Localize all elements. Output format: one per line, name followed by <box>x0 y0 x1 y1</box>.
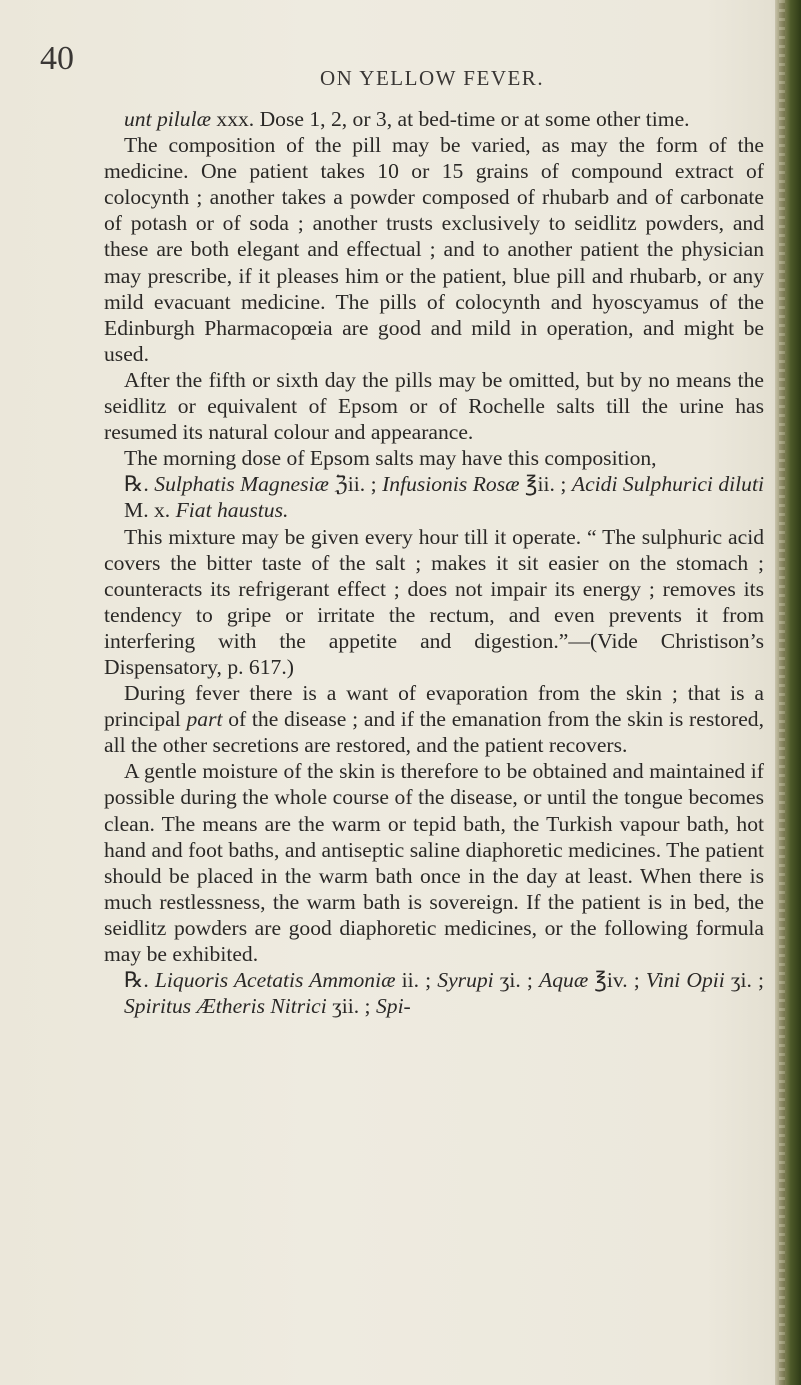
italic-latin: unt pilulæ <box>124 107 211 131</box>
body-text <box>104 106 764 1019</box>
paragraph-continuation: unt pilulæ xxx. Dose 1, 2, or 3, at bed-time or at some other time. <box>124 107 690 131</box>
prescription-ammonia: ℞. Liquoris Acetatis Ammoniæ ii. ; Syrupi ʒi. ; Aquæ ℥iv. ; Vini Opii ʒi. ; Spiritus Ætheris Nitrici ʒii. ; Spi- <box>124 968 764 1019</box>
page-number: 40 <box>40 40 74 77</box>
running-head: ON YELLOW FEVER. <box>320 66 545 90</box>
paragraph-after-fifth-day: After the fifth or sixth day the pills may be omitted, but by no means the seidlitz or equivalent of Epsom or of Rochelle salts till the urine has resumed its natural colour and appearance. <box>104 367 764 445</box>
prescription-epsom: ℞. Sulphatis Magnesiæ ℨii. ; Infusionis Rosæ ℥ii. ; Acidi Sulphurici diluti M. x. Fiat haustus. <box>124 472 764 523</box>
page-edge-binding <box>775 0 801 1385</box>
paragraph-mixture: This mixture may be given every hour till it operate. “ The sulphuric acid covers the bitter taste of the salt ; makes it sit easier on the stomach ; counteracts its refrigerant effect ; does not impair its energy ; removes its tendency to gripe or irritate the rectum, and even prevents it from interfering with the appetite and digestion.”—(Vide Christison’s Dispensatory, p. 617.) <box>104 524 764 679</box>
recipe-symbol: ℞. <box>124 472 149 497</box>
paragraph-moisture: A gentle moisture of the skin is therefore to be obtained and maintained if possible during the whole course of the disease, or until the tongue becomes clean. The means are the warm or tepid bath, the Turkish vapour bath, hot hand and foot baths, and antiseptic saline diaphoretic medicines. The patient should be placed in the warm bath once in the day at least. When there is much restlessness, the warm bath is sovereign. If the patient is in bed, the seidlitz powders are good diaphoretic medicines, or the following formula may be exhibited. <box>104 759 764 966</box>
paragraph-pill-composition: The composition of the pill may be varied, as may the form of the medicine. One patient takes 10 or 15 grains of compound extract of colocynth ; another takes a powder composed of rhubarb and of carbonate of potash or of soda ; another trusts exclusively to seidlitz powders, and these are both elegant and effectual ; and to another patient the physician may prescribe, if it pleases him or the patient, blue pill and rhubarb, or any mild evacuant medicine. The pills of colocynth and hyoscyamus of the Edinburgh Pharmacopœia are good and mild in operation, and might be used. <box>104 133 764 366</box>
paragraph-morning-dose: The morning dose of Epsom salts may have this composition, <box>124 446 657 471</box>
paragraph-evaporation: During fever there is a want of evaporation from the skin ; that is a principal part of the disease ; and if the emanation from the skin is restored, all the other secretions are restored, and the patient recovers. <box>104 681 764 758</box>
recipe-symbol: ℞. <box>124 968 149 993</box>
